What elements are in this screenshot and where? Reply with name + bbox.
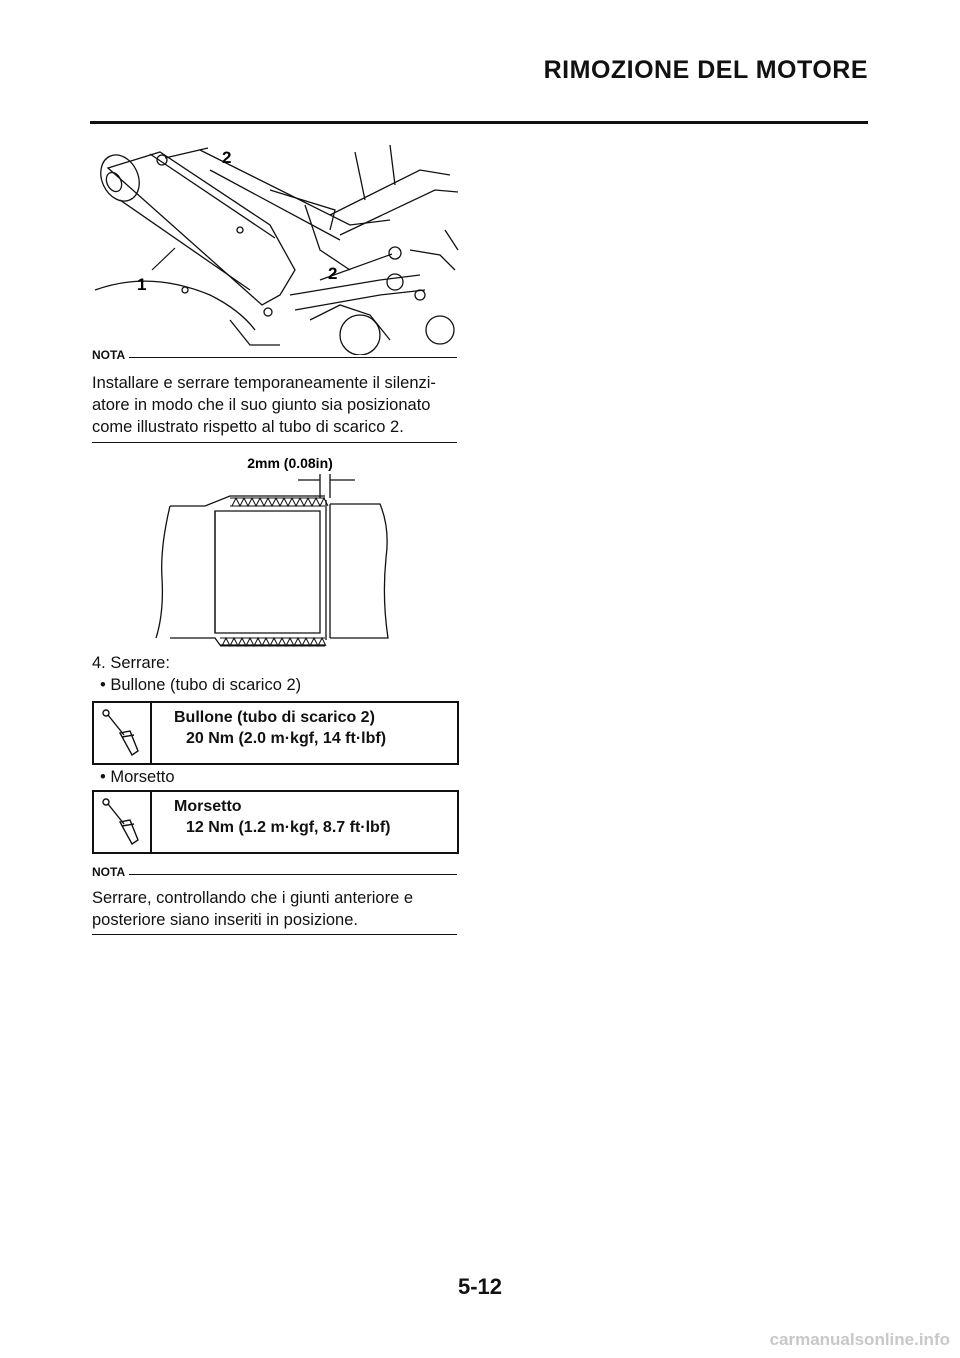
note-1-header xyxy=(92,345,457,365)
dimension-label: 2mm (0.08in) xyxy=(247,455,333,471)
note-2-end-rule xyxy=(92,934,457,935)
note-2-rule xyxy=(129,874,457,875)
step-4-bullet-clamp: • Morsetto xyxy=(100,768,175,786)
torque-wrench-icon xyxy=(94,703,152,763)
note-1-label: NOTA xyxy=(92,348,126,362)
note-2-line: Serrare, controllando che i giunti anteriore e xyxy=(92,889,414,907)
page-title: RIMOZIONE DEL MOTORE xyxy=(543,56,868,84)
callout-2-top: 2 xyxy=(222,148,232,167)
pipe-joint-illustration xyxy=(150,448,410,663)
note-1-end-rule xyxy=(92,442,457,443)
note-2-header xyxy=(92,862,457,882)
spec-2-value: 12 Nm (1.2 m·kgf, 8.7 ft·lbf) xyxy=(186,819,391,836)
note-1-rule xyxy=(129,357,457,358)
step-4-heading: 4. Serrare: xyxy=(92,654,170,672)
callout-2-bottom: 2 xyxy=(328,264,338,283)
note-2-text xyxy=(92,887,457,931)
note-1-line: Installare e serrare temporaneamente il silenzi- xyxy=(92,374,436,392)
torque-spec-box-bolt xyxy=(92,701,459,765)
callout-1: 1 xyxy=(137,275,147,294)
page-number: 5-12 xyxy=(457,1274,503,1299)
spec-2-name: Morsetto xyxy=(174,798,242,815)
note-2-line: posteriore siano inseriti in posizione. xyxy=(92,911,358,929)
note-1-text xyxy=(92,372,457,438)
spec-1-name: Bullone (tubo di scarico 2) xyxy=(174,709,375,726)
note-2-label: NOTA xyxy=(92,865,126,879)
torque-wrench-icon xyxy=(94,792,152,852)
title-rule xyxy=(90,121,868,124)
note-1-line: atore in modo che il suo giunto sia posizionato xyxy=(92,396,431,414)
note-1-line: come illustrato rispetto al tubo di scarico 2. xyxy=(92,418,404,436)
spec-1-value: 20 Nm (2.0 m·kgf, 14 ft·lbf) xyxy=(186,730,387,747)
watermark: carmanualsonline.info xyxy=(769,1330,950,1349)
muffler-illustration xyxy=(90,130,460,355)
torque-spec-box-clamp xyxy=(92,790,459,854)
step-4-bullet-bolt: • Bullone (tubo di scarico 2) xyxy=(100,676,302,694)
